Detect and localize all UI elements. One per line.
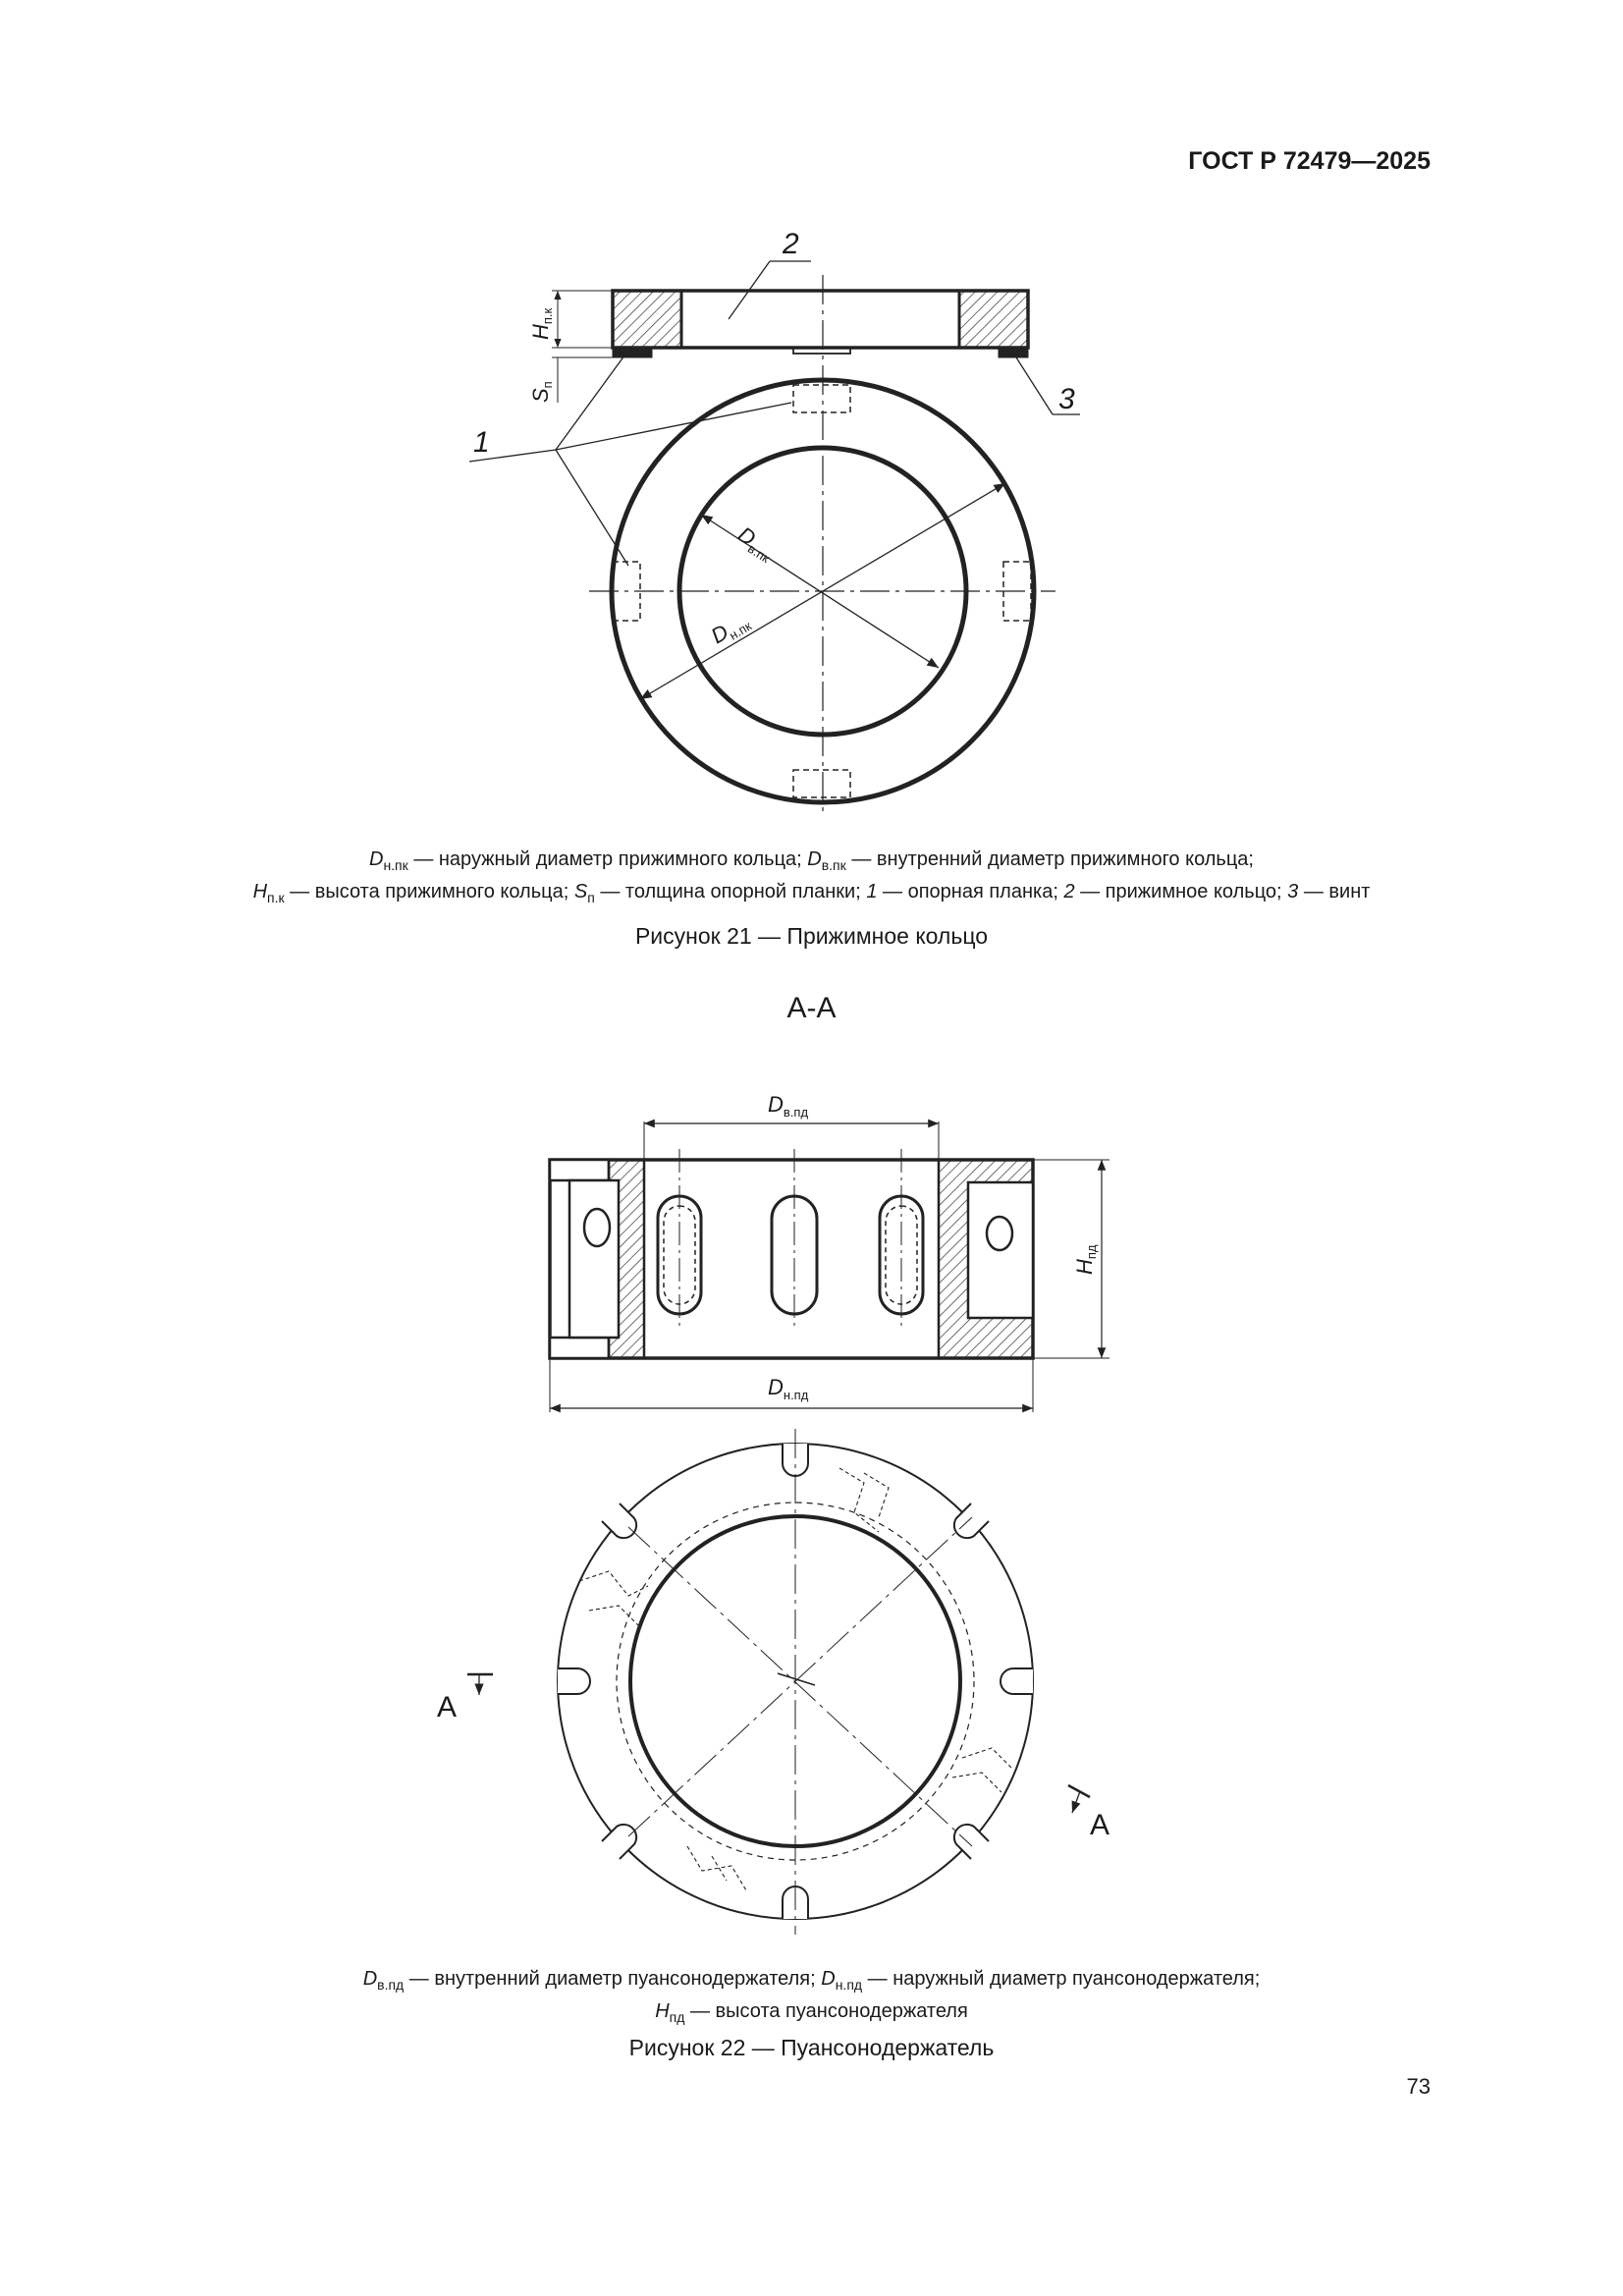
figure-21-legend: $D_{н.пк}$ — наружный диаметр прижимного кольца; $D_{в.пк}$ — внутренний диаметр прижимного кольца; $H_{п.к}$ — высота прижимного кольца; $S_п$ — толщина опорной планки; 1 — опорная планка; 2 — прижимное кольцо; 3 — винт (252, 848, 1371, 905)
section-cut-label-left: А (437, 1691, 458, 1723)
svg-text:Dн.пк: $D_{н.пк}$ (706, 618, 754, 649)
svg-text:Dв.пк: $D_{в.пк}$ (733, 521, 773, 567)
section-cut-label-right: А (1090, 1809, 1110, 1841)
svg-text:Hп.к: Hп.к (528, 307, 555, 340)
page-number: 73 (1406, 2074, 1431, 2099)
holder-plan-view (467, 1429, 1090, 1935)
document-header: ГОСТ Р 72479—2025 (1188, 147, 1431, 175)
dim-d-npd: $D_{н.пд}$ (768, 1375, 809, 1402)
dim-h-pd (1072, 1244, 1099, 1275)
section-a-a-label: А-А (786, 992, 837, 1024)
dim-d-vpk (732, 521, 780, 566)
svg-text:Hпд: Hпд (1072, 1244, 1099, 1275)
svg-text:Sп: Sп (528, 381, 555, 403)
figure-22-legend: $D_{в.пд}$ — внутренний диаметр пуансонодержателя; $D_{н.пд}$ — наружный диаметр пуансонодержателя; $H_{пд}$ — высота пуансонодержателя (362, 1968, 1261, 2025)
dim-h-pk (528, 307, 555, 340)
dim-d-npk (707, 607, 754, 650)
figure-22-drawing (467, 1121, 1109, 1935)
callout-3: 3 (1058, 383, 1075, 415)
figure-21-drawing (469, 261, 1080, 815)
callout-1: 1 (473, 426, 490, 459)
dim-d-vpd: $D_{в.пд}$ (768, 1092, 809, 1120)
ring-side-section (469, 261, 1080, 815)
callout-2: 2 (783, 228, 799, 260)
figure-21-caption: Рисунок 21 — Прижимное кольцо (634, 923, 989, 949)
holder-section-view (550, 1121, 1109, 1412)
dim-s-p (528, 381, 555, 403)
figure-22-caption: Рисунок 22 — Пуансонодержатель (628, 2035, 995, 2060)
